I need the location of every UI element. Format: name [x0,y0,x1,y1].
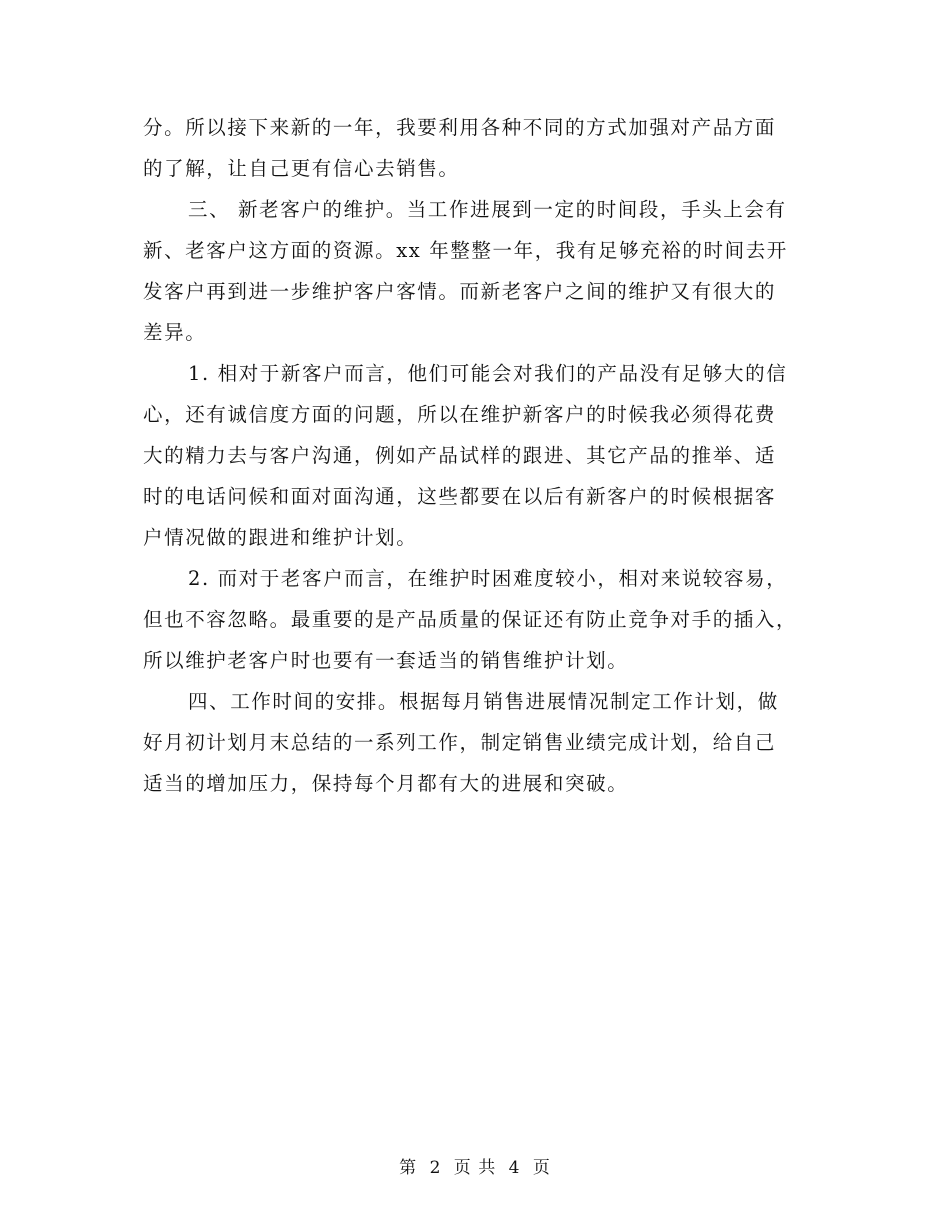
paragraph-start-line: 2. 而对于老客户而言，在维护时困难度较小，相对来说较容易， [188,567,788,590]
text-line: 时的电话问候和面对面沟通，这些都要在以后有新客户的时候根据客 [143,485,777,508]
current-page-number: 2 [429,1158,442,1178]
page-label-suffix: 页 [532,1158,551,1178]
paragraph-start-line: 三、 新老客户的维护。当工作进展到一定的时间段，手头上会有 [188,198,787,221]
text-line: 所以维护老客户时也要有一套适当的销售维护计划。 [143,649,629,672]
page-footer [0,1153,950,1178]
document-body [143,107,808,804]
paragraph-start-line: 四、工作时间的安排。根据每月销售进展情况制定工作计划，做 [188,690,779,713]
text-line: 发客户再到进一步维护客户客情。而新老客户之间的维护又有很大的 [143,280,777,303]
text-line: 心，还有诚信度方面的问题，所以在维护新客户的时候我必须得花费 [143,403,777,426]
text-line: 但也不容忽略。最重要的是产品质量的保证还有防止竞争对手的插入， [143,608,798,631]
text-line: 分。所以接下来新的一年，我要利用各种不同的方式加强对产品方面 [143,116,777,139]
page-label-prefix: 第 [399,1158,418,1178]
text-line: 的了解，让自己更有信心去销售。 [143,157,460,180]
page-label-mid: 页 共 [453,1158,497,1178]
text-line: 户情况做的跟进和维护计划。 [143,526,418,549]
paragraph-start-line: 1. 相对于新客户而言，他们可能会对我们的产品没有足够大的信 [188,362,788,385]
text-line: 差异。 [143,321,207,344]
text-line: 新、老客户这方面的资源。xx 年整整一年，我有足够充裕的时间去开 [143,239,788,262]
text-line: 适当的增加压力，保持每个月都有大的进展和突破。 [143,772,629,795]
text-line: 大的精力去与客户沟通，例如产品试样的跟进、其它产品的推举、适 [143,444,777,467]
text-line: 好月初计划月末总结的一系列工作，制定销售业绩完成计划，给自己 [143,731,777,754]
total-pages-number: 4 [508,1158,521,1178]
